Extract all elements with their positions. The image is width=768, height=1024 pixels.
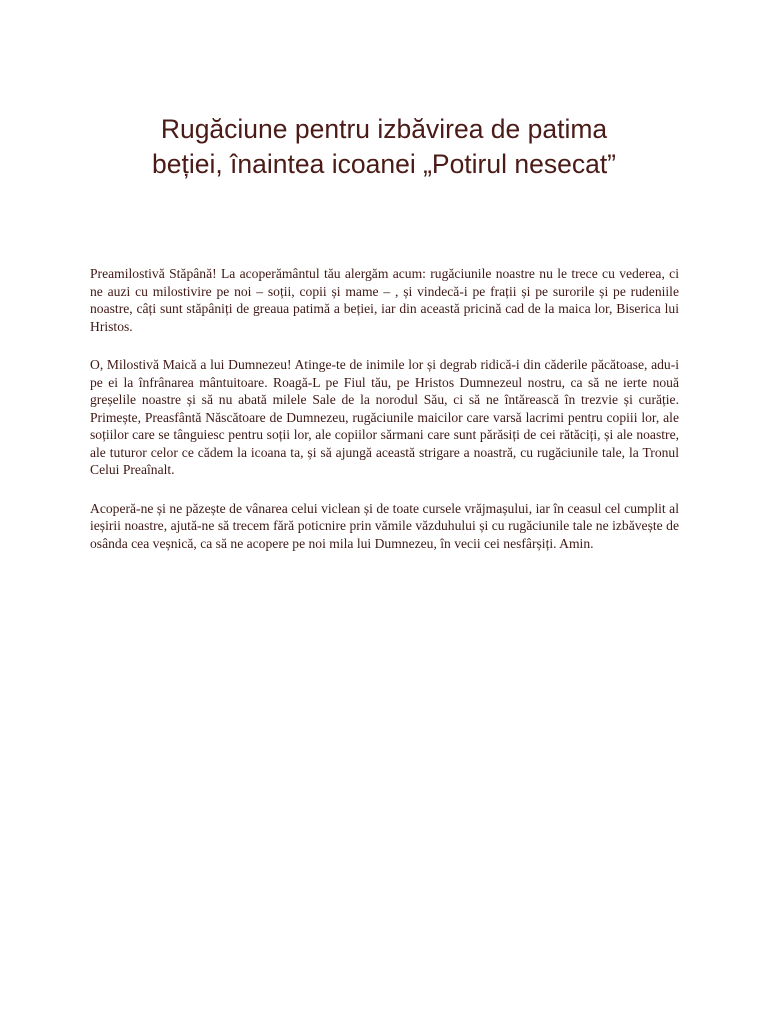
title-line-1: Rugăciune pentru izbăvirea de patima <box>160 114 608 144</box>
paragraph-2: O, Milostivă Maică a lui Dumnezeu! Atinge-te de inimile lor și degrab ridică-i din căderile păcătoase, adu-i pe ei la înfrânarea mântuitoare. Roagă-L pe Fiul tău, pe Hristos Dumnezeul nostru, ca să ne ierte nouă greșelile noastre și să nu abată milele Sale de la norodul Său, ci să ne întărească în trezvie și curăție. Primește, Preasfântă Născătoare de Dumnezeu, rugăciunile maicilor care varsă lacrimi pentru copiii lor, ale soțiilor care se tânguiesc pentru soții lor, ale copiilor sărmani care sunt părăsiți de cei rătăciți, și ale noastre, ale tuturor celor ce cădem la icoana ta, și să ajungă această strigare a noastră, cu rugăciunile tale, la Tronul Celui Preaînalt. <box>90 357 679 477</box>
prayer-body <box>90 265 679 573</box>
paragraph-3: Acoperă-ne și ne păzește de vânarea celui viclean și de toate cursele vrăjmașului, iar în ceasul cel cumplit al ieșirii noastre, ajută-ne să trecem fără poticnire prin vămile văzduhului și cu rugăciunile tale ne izbăvește de osânda cea veșnică, ca să ne acopere pe noi mila lui Dumnezeu, în vecii cei nesfârșiți. Amin. <box>90 500 679 551</box>
page-title <box>90 112 678 182</box>
title-line-2: beției, înaintea icoanei „Potirul nesecat” <box>151 149 617 179</box>
paragraph-1: Preamilostivă Stăpână! La acoperământul tău alergăm acum: rugăciunile noastre nu le trece cu vederea, ci ne auzi cu milostivire pe noi – soții, copii și mame – , și vindecă-i pe frații și pe surorile și pe rudeniile noastre, câți sunt stăpâniți de greaua patimă a beției, iar din această pricină cad de la maica lor, Biserica lui Hristos. <box>90 266 679 334</box>
